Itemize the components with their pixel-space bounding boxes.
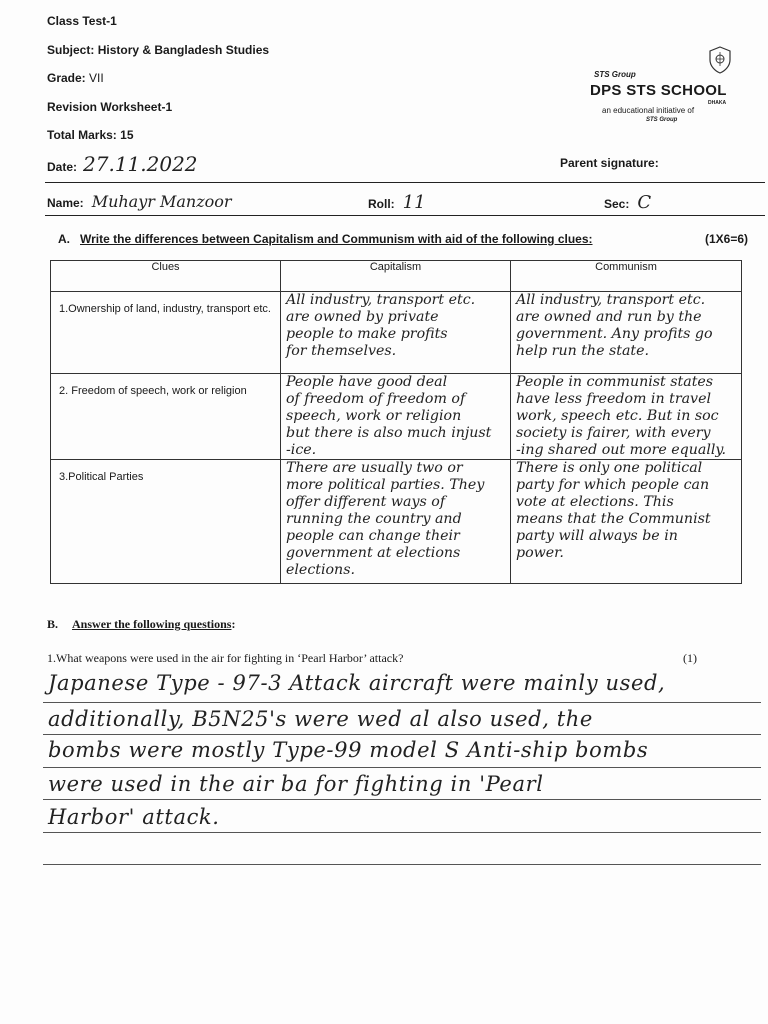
roll-field: [368, 192, 426, 213]
section-field: [604, 192, 651, 213]
section-a-heading: [58, 232, 748, 246]
class-test-title: Class Test-1: [47, 14, 117, 28]
answer-line: offer different ways of: [286, 494, 446, 510]
answer-line: elections.: [286, 562, 355, 578]
answer-line: work, speech etc. But in soc: [516, 408, 719, 424]
answer-line: society is fairer, with every: [516, 425, 711, 441]
capitalism-answer-cell: [281, 374, 511, 460]
writing-line: [43, 767, 761, 768]
answer-line: People have good deal: [286, 374, 448, 390]
answer-line: power.: [516, 545, 564, 561]
section-b-colon: :: [231, 617, 236, 631]
clue-cell: 3.Political Parties: [51, 460, 281, 584]
section-a-marks: (1X6=6): [704, 232, 748, 246]
answer-line: People in communist states: [516, 374, 714, 390]
answer-text-line: Harbor' attack.: [48, 805, 220, 829]
capitalism-answer-cell: [281, 460, 511, 584]
logo-initiative: an educational initiative of: [602, 106, 695, 115]
name-field: [47, 192, 232, 211]
answer-line: -ing shared out more equally.: [516, 442, 727, 458]
answer-text-line: additionally, B5N25's were wed al also used, the: [48, 707, 593, 731]
roll-value: 11: [402, 192, 426, 213]
header-rule-top: [45, 182, 765, 183]
comparison-table: [50, 260, 742, 584]
worksheet-title: Revision Worksheet-1: [47, 100, 173, 114]
subject-line: [47, 43, 269, 57]
sec-value: C: [637, 192, 652, 213]
total-marks-value: 15: [120, 128, 134, 142]
answer-line: means that the Communist: [516, 511, 711, 527]
grade-value: VII: [89, 71, 104, 85]
answer-line: There are usually two or: [286, 460, 463, 476]
table-row: [51, 460, 742, 584]
sec-label: Sec:: [604, 197, 630, 211]
section-b-heading: [47, 617, 235, 632]
logo-group-bottom: STS Group: [646, 117, 678, 123]
answer-line: but there is also much injust: [286, 425, 492, 441]
subject-label: Subject:: [47, 43, 95, 57]
column-header: Clues: [51, 261, 281, 292]
communism-answer-cell: [511, 292, 742, 374]
school-city: DHAKA: [708, 100, 727, 106]
answer-line: All industry, transport etc.: [286, 292, 476, 308]
date-value: 27.11.2022: [83, 152, 198, 176]
column-header: Capitalism: [281, 261, 511, 292]
answer-text-line: were used in the air ba for fighting in 'Pearl: [48, 772, 544, 796]
section-a-label: A.: [58, 232, 70, 246]
answer-text-line: bombs were mostly Type-99 model S Anti-ship bombs: [48, 738, 649, 762]
writing-line: [43, 799, 761, 800]
capitalism-answer-cell: [281, 292, 511, 374]
communism-answer-cell: [511, 374, 742, 460]
answer-line: for themselves.: [286, 343, 397, 359]
total-marks-label: Total Marks:: [47, 128, 117, 142]
roll-label: Roll:: [368, 197, 395, 211]
school-logo: [590, 46, 750, 130]
date-label: Date:: [47, 160, 78, 174]
answer-line: vote at elections. This: [516, 494, 674, 510]
answer-line: speech, work or religion: [286, 408, 462, 424]
table-row: [51, 292, 742, 374]
answer-line: government at elections: [286, 545, 461, 561]
answer-text-line: Japanese Type - 97-3 Attack aircraft were mainly used,: [48, 671, 666, 695]
section-b-title: Answer the following questions: [72, 617, 232, 631]
answer-line: help run the state.: [516, 343, 650, 359]
question-1-text: 1.What weapons were used in the air for fighting in ‘Pearl Harbor’ attack?: [47, 651, 404, 665]
grade-line: [47, 71, 104, 85]
logo-group-top: STS Group: [594, 70, 636, 79]
answer-line: of freedom of freedom of: [286, 391, 466, 407]
answer-line: All industry, transport etc.: [516, 292, 706, 308]
table-row: [51, 374, 742, 460]
question-1: [47, 651, 697, 666]
writing-line: [43, 734, 761, 735]
clue-cell: 1.Ownership of land, industry, transport etc.: [51, 292, 281, 374]
clue-cell: 2. Freedom of speech, work or religion: [51, 374, 281, 460]
total-marks-line: [47, 128, 134, 142]
name-value: Muhayr Manzoor: [91, 192, 232, 211]
answer-line: government. Any profits go: [516, 326, 713, 342]
parent-signature-label: Parent signature:: [560, 156, 659, 170]
section-b-label: B.: [47, 617, 59, 631]
answer-line: -ice.: [286, 442, 317, 458]
answer-line: people can change their: [286, 528, 460, 544]
table-header-row: [51, 261, 742, 292]
writing-line: [43, 832, 761, 833]
school-crest-icon: [708, 46, 732, 74]
answer-line: running the country and: [286, 511, 462, 527]
column-header: Communism: [511, 261, 742, 292]
header-rule-bottom: [45, 215, 765, 216]
answer-line: There is only one political: [516, 460, 703, 476]
answer-line: are owned and run by the: [516, 309, 702, 325]
section-a-question: Write the differences between Capitalism and Communism with aid of the following clues:: [80, 232, 593, 246]
name-label: Name:: [47, 196, 84, 210]
question-1-marks: (1): [683, 651, 697, 665]
school-name: DPS STS SCHOOL: [590, 82, 727, 99]
writing-line: [43, 864, 761, 865]
subject-value: History & Bangladesh Studies: [97, 43, 270, 57]
date-line: [47, 152, 198, 176]
answer-line: people to make profits: [286, 326, 448, 342]
answer-line: party for which people can: [516, 477, 710, 493]
answer-line: party will always be in: [516, 528, 678, 544]
answer-line: more political parties. They: [286, 477, 485, 493]
writing-line: [43, 702, 761, 703]
communism-answer-cell: [511, 460, 742, 584]
grade-label: Grade:: [47, 71, 86, 85]
answer-line: have less freedom in travel: [516, 391, 712, 407]
answer-line: are owned by private: [286, 309, 439, 325]
